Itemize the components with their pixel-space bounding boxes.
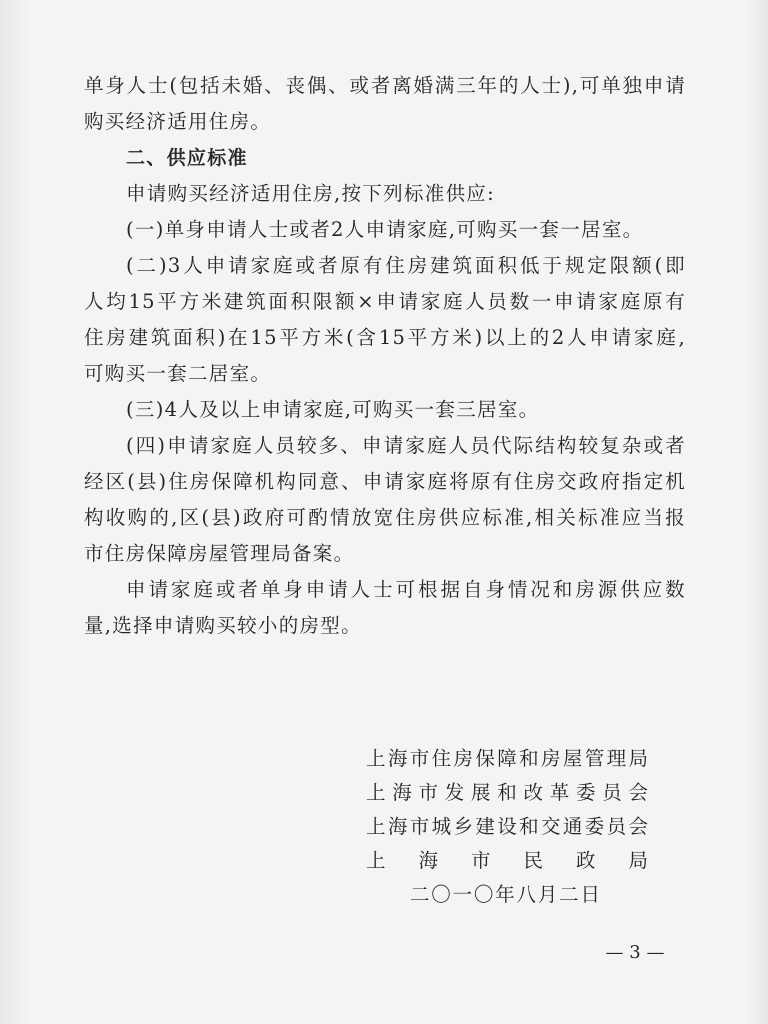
body-line: 申请家庭或者单身申请人士可根据自身情况和房源供应数 (126, 578, 686, 601)
body-line: 申请购买经济适用住房,按下列标准供应: (126, 182, 495, 205)
body-line: 住房建筑面积)在15平方米(含15平方米)以上的2人申请家庭, (84, 326, 686, 349)
body-line: 构收购的,区(县)政府可酌情放宽住房供应标准,相关标准应当报 (84, 506, 686, 529)
body-line: 可购买一套二居室。 (84, 362, 272, 385)
scan-shadow-right (746, 0, 768, 1024)
scan-shadow-left (0, 0, 30, 1024)
body-line: 市住房保障房屋管理局备案。 (84, 542, 355, 565)
signatory-name: 上海市住房保障和房屋管理局 (366, 747, 648, 770)
document-date: 二〇一〇年八月二日 (410, 883, 600, 906)
section-heading: 二、供应标准 (126, 147, 248, 169)
body-line: 经区(县)住房保障机构同意、申请家庭将原有住房交政府指定机 (84, 470, 686, 493)
body-line: (一)单身申请人士或者2人申请家庭,可购买一套一居室。 (126, 218, 644, 241)
body-line: (三)4人及以上申请家庭,可购买一套三居室。 (126, 398, 540, 421)
body-line: 量,选择申请购买较小的房型。 (84, 614, 362, 637)
body-line: (四)申请家庭人员较多、申请家庭人员代际结构较复杂或者 (126, 434, 686, 457)
document-body (84, 68, 686, 644)
page-number: — 3 — (605, 942, 665, 963)
signatory-name: 上海市民政局 (366, 849, 648, 872)
body-line: (二)3人申请家庭或者原有住房建筑面积低于规定限额(即 (126, 254, 686, 277)
signatory-block (366, 742, 648, 878)
body-line: 购买经济适用住房。 (84, 110, 272, 133)
body-line: 人均15平方米建筑面积限额×申请家庭人员数一申请家庭原有 (84, 290, 686, 313)
signatory-name: 上海市城乡建设和交通委员会 (366, 815, 648, 838)
signatory-name: 上海市发展和改革委员会 (366, 781, 648, 804)
body-line: 单身人士(包括未婚、丧偶、或者离婚满三年的人士),可单独申请 (84, 74, 686, 97)
